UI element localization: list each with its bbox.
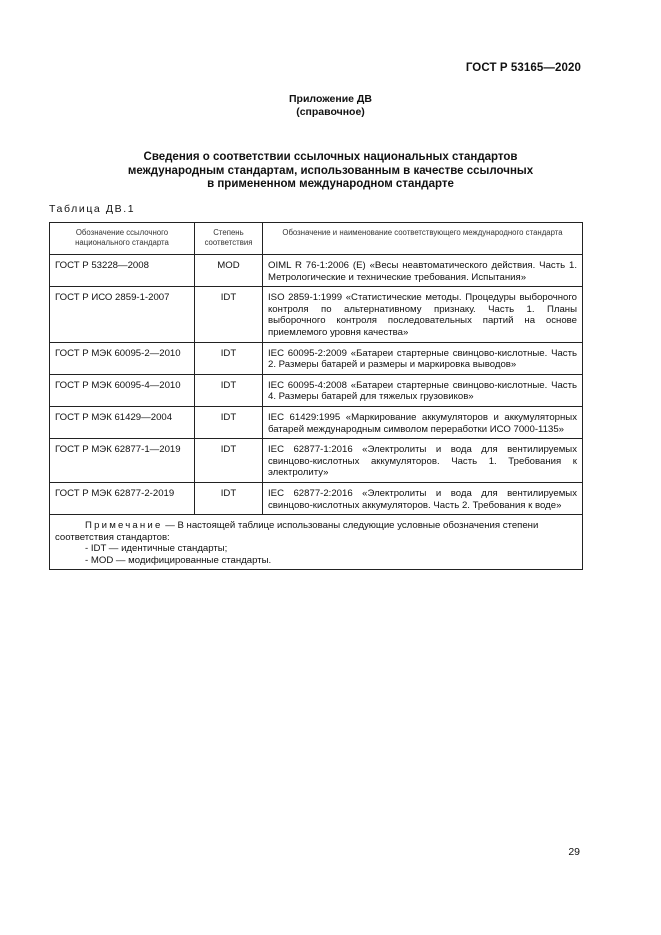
national-standard-cell: ГОСТ Р 53228—2008 [50, 255, 195, 287]
national-standard-cell: ГОСТ Р ИСО 2859-1-2007 [50, 287, 195, 342]
international-standard-cell: IEC 60095-4:2008 «Батареи стартерные свинцово-кислотные. Часть 4. Размеры батарей для тяжелых грузовиков» [263, 374, 583, 406]
international-standard-cell: IEC 62877-1:2016 «Электролиты и вода для вентилируемых свинцово-кислотных аккумуляторов. Часть 1. Требования к электролиту» [263, 439, 583, 483]
national-standard-cell: ГОСТ Р МЭК 60095-2—2010 [50, 342, 195, 374]
degree-cell: IDT [195, 482, 263, 514]
table-note-row [50, 515, 583, 570]
table-row [50, 374, 583, 406]
table-row [50, 439, 583, 483]
column-header-international: Обозначение и наименование соответствующего международного стандарта [263, 223, 583, 255]
table-row [50, 406, 583, 438]
international-standard-cell: IEC 60095-2:2009 «Батареи стартерные свинцово-кислотные. Часть 2. Размеры батарей и размеры и маркировка выводов» [263, 342, 583, 374]
degree-cell: IDT [195, 342, 263, 374]
table-header-row [50, 223, 583, 255]
table-caption: Таблица ДВ.1 [49, 203, 136, 215]
degree-cell: MOD [195, 255, 263, 287]
international-standard-cell: IEC 62877-2:2016 «Электролиты и вода для вентилируемых свинцово-кислотных аккумуляторов. Часть 2. Требования к воде» [263, 482, 583, 514]
international-standard-cell: ISO 2859-1:1999 «Статистические методы. Процедуры выборочного контроля по альтернативному признаку. Часть 1. Планы выборочного контроля последовательных партий на основе приемлемого уровня качества» [263, 287, 583, 342]
degree-cell: IDT [195, 287, 263, 342]
degree-cell: IDT [195, 439, 263, 483]
table-row [50, 342, 583, 374]
degree-cell: IDT [195, 374, 263, 406]
table-row [50, 482, 583, 514]
annex-header [0, 93, 661, 119]
section-heading [0, 151, 661, 192]
column-header-standard: Обозначение ссылочного национального стандарта [50, 223, 195, 255]
national-standard-cell: ГОСТ Р МЭК 62877-2-2019 [50, 482, 195, 514]
heading-line-2: международным стандартам, использованным в качестве ссылочных [127, 164, 534, 177]
note-text: — В настоящей таблице использованы следующие условные обозначения степени соответствия стандартов: [55, 520, 539, 543]
national-standard-cell: ГОСТ Р МЭК 60095-4—2010 [50, 374, 195, 406]
international-standard-cell: IEC 61429:1995 «Маркирование аккумуляторов и аккумуляторных батарей международным символом переработки ИСО 7000-1135» [263, 406, 583, 438]
national-standard-cell: ГОСТ Р МЭК 61429—2004 [50, 406, 195, 438]
page-number: 29 [568, 846, 580, 858]
degree-cell: IDT [195, 406, 263, 438]
note-label: Примечание [85, 520, 163, 532]
correspondence-table [49, 222, 583, 570]
note-paragraph [55, 520, 577, 543]
table-row [50, 287, 583, 342]
note-item-idt: - IDT — идентичные стандарты; [85, 543, 228, 555]
document-code: ГОСТ Р 53165—2020 [465, 62, 581, 74]
note-item-mod: - MOD — модифицированные стандарты. [85, 554, 272, 566]
international-standard-cell: OIML R 76-1:2006 (E) «Весы неавтоматического действия. Часть 1. Метрологические и технические требования. Испытания» [263, 255, 583, 287]
annex-subtitle: (справочное) [296, 106, 365, 118]
heading-line-3: в примененном международном стандарте [207, 178, 454, 190]
heading-line-1: Сведения о соответствии ссылочных национальных стандартов [143, 151, 518, 163]
annex-title: Приложение ДВ [289, 93, 372, 105]
table-row [50, 255, 583, 287]
table-note [50, 515, 583, 570]
column-header-degree: Степень соответствия [195, 223, 263, 255]
national-standard-cell: ГОСТ Р МЭК 62877-1—2019 [50, 439, 195, 483]
